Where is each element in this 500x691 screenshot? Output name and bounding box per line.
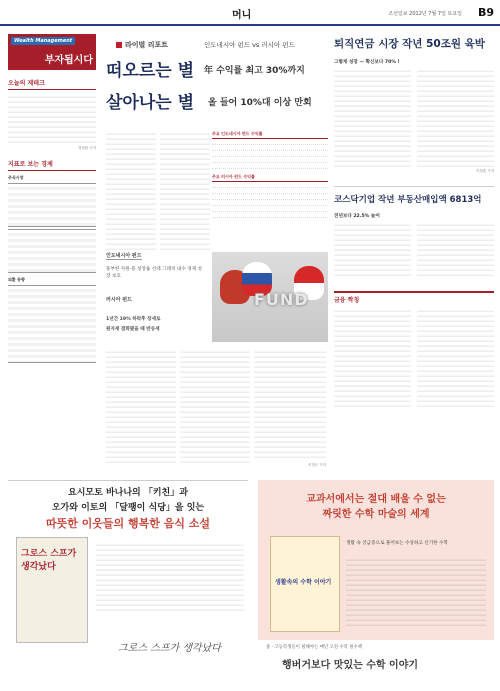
right-lead-1: 그렇게 성장 — 확신보다 70% ! [334, 60, 400, 65]
right-headline-1: 퇴직연금 시장 작년 50조원 육박 [334, 38, 485, 50]
sidebar-sub-stock: 주식시장 [8, 175, 24, 180]
headline-2 [106, 88, 312, 113]
right-text-1 [334, 67, 494, 167]
tag-bullet-icon [116, 42, 122, 48]
right-sign: 이성훈 기자 [475, 169, 494, 173]
sidebar [8, 34, 96, 474]
photo-fund-label: FUND [254, 290, 309, 309]
ad-right-footer-main: 행버거보다 맛있는 수학 이야기 [282, 660, 419, 671]
ad-right-callout: 생활 속 궁금증으로 풀어보는 수상하고 신기한 수학 [346, 541, 448, 546]
book-cover-left[interactable] [16, 537, 88, 643]
section-title: 머니 [232, 10, 252, 21]
table-row [212, 212, 328, 218]
page-header [0, 0, 500, 26]
ad-right-footer-sub: 중 · 고등학생들이 필해야는 매년 고전 수학 필수책 [266, 645, 362, 650]
brand-top: Wealth Management [11, 37, 75, 45]
indicator-table-3 [8, 285, 96, 363]
article-tag [116, 40, 168, 50]
ad-left-line-1: 요시모토 바나나의 「키친」과 [68, 488, 188, 498]
ad-left-line-3: 따뜻한 이웃들의 행복한 음식 소설 [45, 517, 211, 530]
right-headline-2: 코스닥기업 작년 부동산매입액 6813억 [334, 186, 494, 205]
ad-right-line-2: 짜릿한 수학 마술의 세계 [322, 509, 430, 520]
right-column [334, 30, 494, 470]
fund-table [212, 130, 328, 218]
book-ad-left[interactable] [8, 480, 248, 686]
article-column-1 [106, 130, 156, 250]
box-russia-title: 러시아 펀드 [106, 297, 132, 303]
main-article [104, 30, 328, 470]
box-indonesia-title: 인도네시아 펀드 [106, 253, 142, 259]
article-column-5 [254, 348, 326, 460]
headline-2-sub: 올 들어 10%대 이상 만회 [208, 98, 312, 108]
box-russia-head: 1년간 19% 하락후 장세로 [106, 317, 161, 322]
brand-box [8, 34, 96, 70]
sidebar-tip-text [8, 93, 96, 145]
headline-1 [106, 56, 305, 81]
finance-news-text [334, 307, 494, 407]
article-kicker: 인도네시아 펀드 vs 러시아 펀드 [204, 41, 295, 49]
finance-news-heading: 금융 짝칭 [334, 291, 494, 304]
sidebar-sign: 정철환 기자 [77, 146, 96, 150]
ad-left-tagline: 그로스 스프가 생각났다 [118, 643, 221, 654]
brand-main: 부자됩시다 [44, 55, 93, 66]
article-tag-label: 라이벌 리포트 [125, 41, 169, 49]
indicator-table-1 [8, 183, 96, 227]
book-ad-right[interactable] [258, 480, 494, 686]
book-cover-right[interactable] [270, 536, 340, 632]
right-lead-2: 전년보다 22.5% 늘어 [334, 214, 380, 219]
sidebar-heading-tip: 오늘의 재테크 [8, 76, 96, 90]
fund-table-title-1: 주요 인도네시아 펀드 수익률 [212, 130, 328, 139]
ad-left-line-2: 오가와 이토의 「달팽이 식당」을 잇는 [51, 503, 205, 513]
fund-table-title-2: 주요 러시아 펀드 수익률 [212, 173, 328, 182]
article-column-4 [180, 348, 250, 466]
headline-1-main: 떠오르는 별 [106, 61, 195, 81]
article-column-2 [160, 130, 210, 250]
page-number: B9 [477, 6, 494, 19]
ad-right-description [346, 556, 486, 626]
right-text-2 [334, 221, 494, 277]
book-cover-right-title: 생활속의 수학 이야기 [275, 579, 332, 586]
paper-dateline: 조선일보 2012년 7월 7일 토요일 [388, 11, 462, 17]
article-column-3 [106, 348, 176, 466]
ad-right-footer [258, 640, 494, 686]
headline-1-sub: 年 수익률 최고 30%까지 [204, 66, 305, 76]
ad-right-line-1: 교과서에서는 절대 배울 수 없는 [306, 494, 446, 505]
table-row [212, 163, 328, 169]
indicator-table-2 [8, 229, 96, 273]
box-indonesia-text: 풍부한 자원·풍 성장률 선대 그래픽 내수 경제 성장 보호 [106, 267, 202, 279]
sidebar-heading-indicators: 지표로 보는 경제 [8, 157, 96, 171]
headline-2-main: 살아나는 별 [106, 93, 195, 113]
sidebar-sub-fx: 외환 동향 [8, 277, 25, 282]
article-sign: 이경은 기자 [307, 463, 326, 467]
boxing-photo [212, 252, 328, 342]
box-russia-text: 원자재 결화됐을 때 반등세 [106, 327, 160, 332]
ad-left-description [96, 541, 244, 611]
book-cover-left-title: 그로스 스프가 생각났다 [21, 549, 77, 572]
